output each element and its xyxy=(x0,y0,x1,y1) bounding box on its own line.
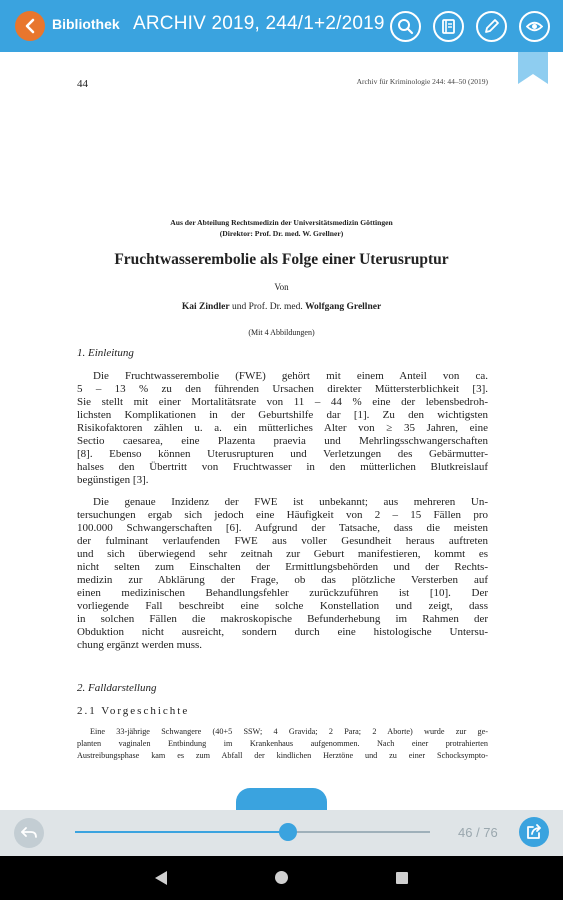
table-of-contents-button[interactable] xyxy=(433,11,464,42)
body-line: und sich überwiegend sehr zeitnah zur Geburt manifestieren, kommt es xyxy=(77,548,488,560)
body-line: planten vaginalen Entbindung im Krankenhaus aufgenommen. Nach einer protrahierten xyxy=(77,739,488,748)
body-line: in solchen Fällen die makroskopische Befunderhebung im Rahmen der xyxy=(77,613,488,625)
annotate-button[interactable] xyxy=(476,11,507,42)
director-line: (Direktor: Prof. Dr. med. W. Grellner) xyxy=(219,229,344,238)
document-title: ARCHIV 2019, 244/1+2/2019 xyxy=(133,13,385,34)
chevron-left-icon xyxy=(23,18,37,34)
author-name: Kai Zindler xyxy=(181,302,230,312)
undo-button[interactable] xyxy=(14,818,44,848)
body-line: 100.000 Schwangerschaften [6]. Aufgrund der Tatsache, dass die meisten xyxy=(77,522,488,534)
search-button[interactable] xyxy=(390,11,421,42)
author-connector: und Prof. Dr. med. xyxy=(229,302,306,312)
body-line: vorliegende Fall beschreibt eine solche Konstellation und zeigt, dass xyxy=(77,600,488,612)
section-heading: 2. Falldarstellung xyxy=(77,682,157,694)
institution-line: Aus der Abteilung Rechtsmedizin der Universitätsmedizin Göttingen xyxy=(170,218,393,227)
body-line: Sie stellt mit einer Mortalitätsrate von 11 – 44 % eine der lebensbedroh- xyxy=(77,396,488,408)
body-line: chung ergänzt werden muss. xyxy=(77,639,203,651)
page-slider-track[interactable] xyxy=(75,831,430,833)
by-label: Von xyxy=(274,282,289,292)
page-slider-thumb[interactable] xyxy=(279,823,297,841)
bookmark-icon[interactable] xyxy=(518,52,548,84)
share-button[interactable] xyxy=(519,817,549,847)
page-count: 46 / 76 xyxy=(458,825,498,840)
body-line: lichsten Komplikationen in der Geburtshilfe dar [1]. Zu den wichtigsten xyxy=(77,409,488,421)
page-slider-progress xyxy=(75,831,288,833)
undo-icon xyxy=(21,826,37,840)
body-line: einen medizinischen Behandlungsfehler zurückzuführen ist [10]. Der xyxy=(77,587,488,599)
body-line: [8]. Ebenso können Uterusrupturen und Verletzungen des Gebärmutter- xyxy=(77,448,488,460)
body-line: Austreibungsphase kam es zum Abfall der kindlichen Herztöne und zu einer Schocksympto- xyxy=(77,751,488,760)
back-label[interactable]: Bibliothek xyxy=(52,16,120,32)
subsection-heading: 2.1 Vorgeschichte xyxy=(77,705,190,717)
body-line: der fulminant verlaufenden FWE aus voller Gesundheit heraus auftreten xyxy=(77,535,488,547)
book-icon xyxy=(440,18,457,35)
body-line: Risikofaktoren zählen u. a. ein mütterliches Alter von ≥ 35 Jahren, eine xyxy=(77,422,488,434)
body-line: Eine 33-jährige Schwangere (40+5 SSW; 4 Gravida; 2 Para; 2 Aborte) wurde zur ge- xyxy=(90,727,488,736)
page-number: 44 xyxy=(77,78,88,90)
body-line: 5 – 13 % zu den führenden Ursachen direkter Müttersterblichkeit [3]. xyxy=(77,383,488,395)
body-line: tersuchungen ergab sich jedoch eine Häufigkeit von 2 – 15 Fällen pro xyxy=(77,509,488,521)
article-title: Fruchtwasserembolie als Folge einer Uterusruptur xyxy=(114,251,449,268)
share-icon xyxy=(526,824,542,840)
nav-recent-icon[interactable] xyxy=(396,872,408,884)
top-app-bar xyxy=(0,0,563,52)
author-name: Wolfgang Grellner xyxy=(305,302,382,312)
journal-reference: Archiv für Kriminologie 244: 44–50 (2019) xyxy=(356,77,488,86)
section-heading: 1. Einleitung xyxy=(77,347,134,359)
document-page xyxy=(0,52,563,810)
eye-icon xyxy=(526,18,543,35)
search-icon xyxy=(397,18,414,35)
pencil-icon xyxy=(483,18,500,35)
body-line: Die Fruchtwasserembolie (FWE) gehört mit einem Anteil von ca. xyxy=(93,370,488,382)
body-line: medizin zur Abklärung der Frage, ob das plötzliche Versterben auf xyxy=(77,574,488,586)
body-line: begünstigen [3]. xyxy=(77,474,149,486)
view-mode-button[interactable] xyxy=(519,11,550,42)
figures-note: (Mit 4 Abbildungen) xyxy=(248,328,315,337)
body-line: halses den Übertritt von Fruchtwasser in den mütterlichen Blutkreislauf xyxy=(77,461,488,473)
nav-home-icon[interactable] xyxy=(275,871,288,884)
authors xyxy=(0,302,563,312)
body-line: Die genaue Inzidenz der FWE ist unbekannt; aus mehreren Un- xyxy=(93,496,488,508)
nav-back-icon[interactable] xyxy=(155,871,168,885)
body-line: nicht selten zum Einschalten der Ermittlungsbehörden und der Rechts- xyxy=(77,561,488,573)
body-line: Obduktion nicht ausreicht, sondern durch eine histologische Untersu- xyxy=(77,626,488,638)
back-button[interactable] xyxy=(15,11,45,41)
body-line: Sectio caesarea, eine Plazenta praevia und Mehrlingsschwangerschaften xyxy=(77,435,488,447)
